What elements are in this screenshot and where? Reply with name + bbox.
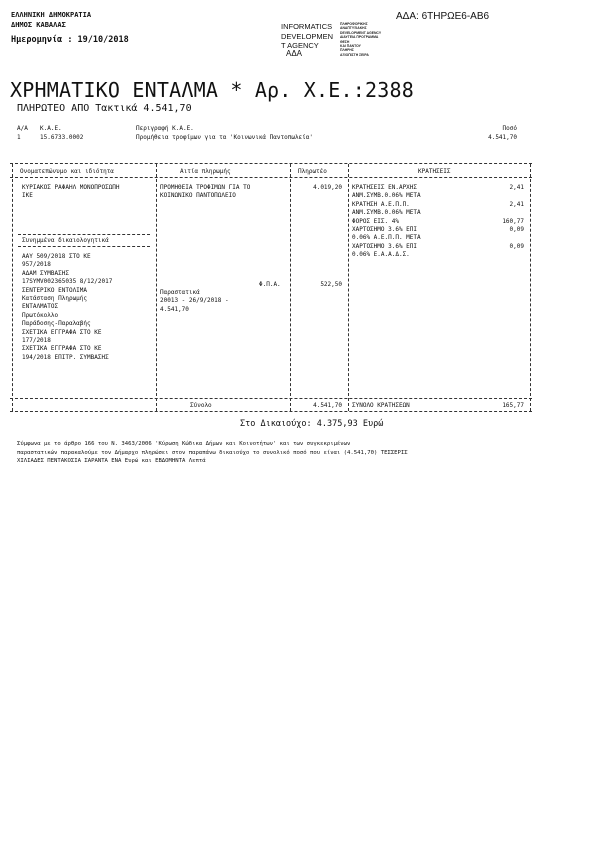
total-label: Σύνολο [190,402,212,409]
col-header-name: Ονοματεπώνυμο και ιδιότητα [20,168,114,175]
kae-row-code: 15.6733.0002 [40,134,84,141]
deduction-row [352,226,524,234]
deduction-row [352,234,524,242]
supporting-line: 957/2018 [22,261,51,269]
col-divider [530,164,531,411]
ada-small: ΑΔΑ [286,49,303,58]
total-deductions: 165,77 [502,402,524,409]
supporting-title: Συνημμένα δικαιολογητικά [22,237,109,244]
agency-small-line: ΠΛΗΡΗΣ [340,48,354,53]
deduction-amount: 2,41 [509,200,524,208]
col-divider [156,164,157,411]
supporting-line: ΕΝΤΑΛΜΑΤΟΣ [22,303,59,311]
payment-reason [160,184,250,201]
legal-footer [17,440,408,466]
name-line: ΙΚΕ [22,192,33,200]
col-header-payable: Πληρωτέο [298,168,327,175]
payee-line: ΠΛΗΡΩΤΕΟ ΑΠΟ Τακτικά 4.541,70 [17,103,192,114]
table-bottom-border [10,411,532,412]
footer-line: παραστατικών παρακαλούμε τον Δήμαρχο πληρώσει στον παραπάνω δικαιούχο το συνολικό ποσό που είναι (4.541,70) ΤΕΣΣΕΡΙΣ [17,449,408,456]
reason-line: ΚΟΙΝΩΝΙΚΟ ΠΑΝΤΟΠΩΛΕΙΟ [160,192,236,200]
net-label: Στο Δικαιούχο: [240,419,312,429]
issuer-line: ΔΗΜΟΣ ΚΑΒΑΛΑΣ [11,21,66,29]
supporting-line: ΣΧΕΤΙΚΑ ΕΓΓΡΑΦΑ ΣΤΟ ΚΕ [22,345,102,353]
kae-header-amount: Ποσό [502,125,517,132]
deduction-row [352,251,524,259]
date-row [11,35,129,45]
page-title: ΧΡΗΜΑΤΙΚΟ ΕΝΤΑΛΜΑ * Αρ. Χ.Ε.:2388 [10,78,414,102]
supporting-line: Πρωτόκολλο [22,311,59,319]
footer-line: ΧΙΛΙΑΔΕΣ ΠΕΝΤΑΚΟΣΙΑ ΣΑΡΑΝΤΑ ΕΝΑ Ευρώ και ΕΒΔΟΜΗΝΤΑ Λεπτά [17,458,206,465]
net-value: 4.375,93 Ευρώ [316,419,384,429]
invoice-line: 20013 - 26/9/2018 - [160,297,229,305]
issuer-block [11,10,91,30]
agency-logo-text [281,22,333,51]
deduction-label: ΧΑΡΤΟΣΗΜΟ 3.6% ΕΠΙ [352,242,418,250]
supporting-line: 17SYMV002365035 8/12/2017 [22,278,113,286]
fpa-label: Φ.Π.Α. [259,281,281,288]
supporting-line: Κατάσταση Πληρωμής [22,295,88,303]
kae-header-aa: Α/Α [17,125,28,132]
deduction-row [352,184,524,192]
col-divider [290,164,291,411]
kae-row-desc: Προμήθεια τροφίμων για τα 'Κοινωνικά Παντοπωλεία' [136,134,314,141]
agency-small-line: ΠΛΗΡΟΦΟΡΙΚΗΣ [340,22,368,26]
agency-small-line: DEVELOPMENT AGENCY [340,30,382,35]
deduction-label: 0.06% Α.Ε.Π.Π. ΜΕΤΑ [352,234,421,242]
deduction-row [352,201,524,209]
supporting-divider-top [18,234,150,235]
deduction-amount: 0,09 [509,242,524,250]
supporting-line: 194/2018 ΕΠΙΤΡ. ΣΥΜΒΑΣΗΣ [22,353,109,361]
deduction-label: 0.06% Ε.Α.Α.Δ.Σ. [352,251,410,259]
agency-small-line: ΑΝΑΠΤΥΞΙΑΚΗΣ [340,26,367,31]
agency-line: INFORMATICS [281,22,333,31]
deduction-row [352,243,524,251]
beneficiary-name [22,184,120,201]
supporting-line: Παράδοσης-Παραλαβής [22,320,91,328]
deduction-label: ΑΝΜ.ΣΥΜΒ.0.06% ΜΕΤΑ [352,209,421,217]
supporting-line: 177/2018 [22,337,51,345]
deductions-list [352,184,524,260]
deduction-label: ΑΝΜ.ΣΥΜΒ.0.06% ΜΕΤΑ [352,192,421,200]
invoice-line: 4.541,70 [160,305,189,313]
deduction-amount: 0,09 [509,226,524,234]
col-header-reason: Αιτία πληρωμής [180,168,231,175]
date-value: : 19/10/2018 [67,35,129,45]
deduction-label: ΚΡΑΤΗΣΗ Α.Ε.Π.Π. [352,200,410,208]
deduction-label: ΚΡΑΤΗΣΕΙΣ ΕΝ.ΑΡΧΗΣ [352,184,418,191]
col-header-deductions: ΚΡΑΤΗΣΕΙΣ [418,168,451,175]
table-header-border [10,177,532,178]
supporting-line: ΑΑΥ 509/2018 ΣΤΟ ΚΕ [22,253,91,260]
supporting-docs-list [22,253,112,362]
deduction-label: ΦΟΡΟΣ ΕΙΣ. 4% [352,217,399,225]
table-body-bottom [10,398,532,399]
total-deductions-label: ΣΥΝΟΛΟ ΚΡΑΤΗΣΕΩΝ [352,402,410,409]
agency-small-print [340,22,402,57]
payable-main: 4.019,20 [313,184,342,191]
col-divider [12,164,13,411]
date-label: Ημερομηνία [11,35,63,45]
issuer-line: ΕΛΛΗΝΙΚΗ ΔΗΜΟΚΡΑΤΙΑ [11,11,92,19]
deduction-amount: 160,77 [502,217,524,225]
fpa-amount: 522,50 [320,281,342,288]
kae-row-amount: 4.541,70 [488,134,517,141]
col-divider [348,164,349,411]
kae-row-aa: 1 [17,134,21,141]
supporting-line: ΑΔΑΜ ΣΥΜΒΑΣΗΣ [22,269,69,277]
agency-line: T AGENCY [281,41,319,50]
invoice-line: Παραστατικά [160,289,200,296]
deduction-row [352,209,524,217]
deduction-row [352,218,524,226]
name-line: ΚΥΡΙΑΚΟΣ ΡΑΦΑΗΛ ΜΟΝΟΠΡΟΣΩΠΗ [22,184,120,191]
kae-header-kae: Κ.Α.Ε. [40,125,62,132]
agency-small-line: ΘΕΣΗ [340,39,350,44]
deduction-label: ΧΑΡΤΟΣΗΜΟ 3.6% ΕΠΙ [352,226,418,234]
agency-small-line: ΔΙΑΥΓΕΙΑ ΠΡΟΓΡΑΜΜΑ [340,35,379,40]
reason-line: ΠΡΟΜΗΘΕΙΑ ΤΡΟΦΙΜΩΝ ΓΙΑ ΤΟ [160,184,251,191]
supporting-line: ΣΧΕΤΙΚΑ ΕΓΓΡΑΦΑ ΣΤΟ ΚΕ [22,328,102,336]
total-payable: 4.541,70 [313,402,342,409]
agency-line: DEVELOPMEN [281,31,334,41]
supporting-line: ΣΕΝΤΕΡΙΚΟ ΕΝΤΟΛΙΜΑ [22,286,88,294]
table-top-border [10,163,532,164]
supporting-divider-bottom [18,246,150,247]
ada-code: ΑΔΑ: 6ΤΗΡΩΕ6-ΑΒ6 [396,11,490,22]
deduction-amount: 2,41 [509,184,524,191]
invoice-info [160,289,229,314]
footer-line: Σύμφωνα με το άρθρο 166 του Ν. 3463/2006 'Κύρωση Κώδικα Δήμων και Κοινοτήτων' και των συγκεκριμένων [17,441,351,447]
kae-header-desc: Περιγραφή Κ.Α.Ε. [136,125,194,132]
agency-small-line: ΑΞΙΟΠΙΣΤΗ ΣΕΙΡΑ [340,52,369,57]
agency-small-line: ΚΑΙ ΠΑΝΤΟΥ [340,44,361,49]
deduction-row [352,192,524,200]
net-amount-row [240,419,383,429]
